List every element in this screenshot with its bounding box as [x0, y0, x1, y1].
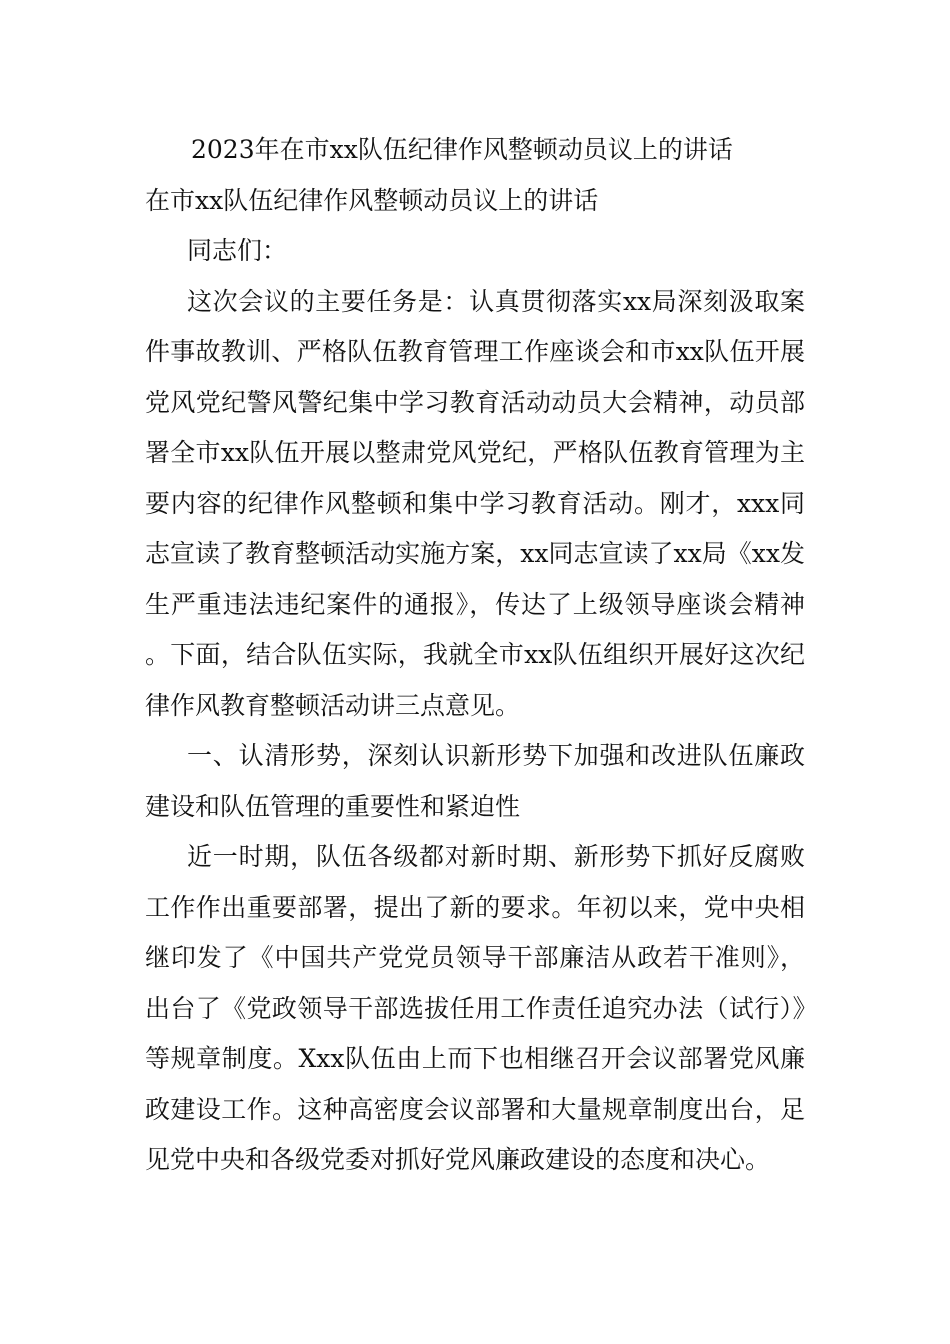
document-subtitle: 在市xx队伍纪律作风整顿动员议上的讲话 — [145, 185, 599, 215]
document-body — [145, 125, 805, 1186]
salutation: 同志们： — [187, 236, 288, 265]
document-title: 2023年在市xx队伍纪律作风整顿动员议上的讲话 — [191, 135, 733, 164]
paragraph-recent-period: 近一时期，队伍各级都对新时期、新形势下抓好反腐败工作作出重要部署，提出了新的要求。年初以来，党中央相继印发了《中国共产党党员领导干部廉洁从政若干准则》，出台了《党政领导干部选拔任用工作责任追究办法（试行）》等规章制度。Xxx队伍由上而下也相继召开会议部署党风廉政建设工作。这种高密度会议部署和大量规章制度出台，足见党中央和各级党委对抓好党风廉政建设的态度和决心。 — [145, 842, 805, 1174]
paragraph-meeting-task: 这次会议的主要任务是：认真贯彻落实xx局深刻汲取案件事故教训、严格队伍教育管理工作座谈会和市xx队伍开展党风党纪警风警纪集中学习教育活动动员大会精神，动员部署全市xx队伍开展以整肃党风党纪，严格队伍教育管理为主要内容的纪律作风整顿和集中学习教育活动。刚才，xxx同志宣读了教育整顿活动实施方案，xx同志宣读了xx局《xx发生严重违法违纪案件的通报》，传达了上级领导座谈会精神。下面，结合队伍实际，我就全市xx队伍组织开展好这次纪律作风教育整顿活动讲三点意见。 — [145, 286, 805, 720]
section-heading-1: 一、认清形势，深刻认识新形势下加强和改进队伍廉政建设和队伍管理的重要性和紧迫性 — [145, 741, 805, 821]
